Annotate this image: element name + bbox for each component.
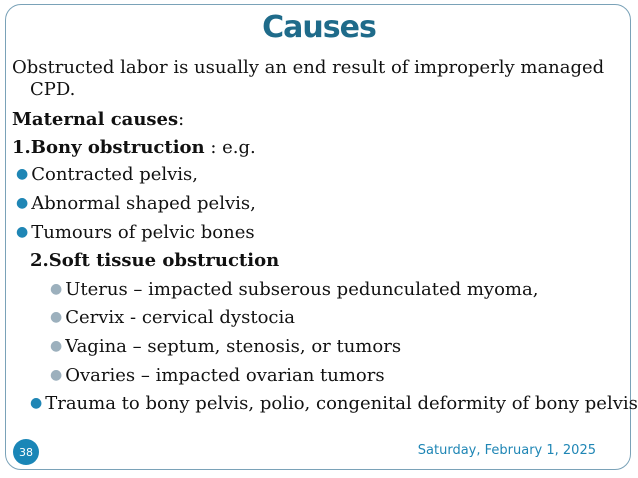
list-item-text: Uterus – impacted subserous pedunculated myoma,: [65, 278, 539, 300]
maternal-causes-label: Maternal causes: [12, 109, 179, 131]
bullet-icon: ●: [50, 280, 63, 297]
bullet-icon: ●: [16, 223, 29, 240]
list-item-text: Ovaries – impacted ovarian tumors: [65, 364, 385, 386]
bony-obstruction-label: 1.Bony obstruction: [12, 136, 205, 158]
list-item-text: Tumours of pelvic bones: [31, 221, 255, 243]
slide-body: [12, 57, 638, 422]
list-item-text: Vagina – septum, stenosis, or tumors: [65, 335, 402, 357]
soft-tissue-heading: 2.Soft tissue obstruction: [30, 250, 280, 272]
intro-line-1: Obstructed labor is usually an end result of improperly managed: [12, 57, 605, 78]
slide-date: Saturday, February 1, 2025: [417, 443, 596, 458]
bony-obstruction-suffix: : e.g.: [204, 136, 256, 158]
list-item-text: Contracted pelvis,: [31, 164, 199, 186]
list-item-text: Abnormal shaped pelvis,: [31, 192, 256, 214]
list-item: [12, 193, 632, 215]
bullet-icon: ●: [16, 166, 29, 183]
bullet-icon: ●: [30, 395, 43, 412]
list-item-text: Cervix - cervical dystocia: [65, 307, 295, 329]
list-item: [12, 222, 632, 244]
intro-paragraph: [12, 57, 632, 100]
list-item: [12, 164, 632, 186]
list-item: [12, 307, 632, 329]
maternal-causes-heading: [12, 109, 632, 131]
list-item: [12, 393, 638, 415]
bullet-icon: ●: [50, 309, 63, 326]
slide-number-badge: 38: [13, 439, 39, 465]
maternal-causes-colon: :: [178, 109, 185, 131]
bullet-icon: ●: [50, 337, 63, 354]
bony-obstruction-heading: [12, 137, 632, 159]
bullet-icon: ●: [16, 194, 29, 211]
intro-line-2: CPD.: [30, 78, 76, 100]
list-item: [12, 279, 632, 301]
bullet-icon: ●: [50, 366, 63, 383]
slide-title: Causes: [262, 10, 376, 45]
list-item-text: Trauma to bony pelvis, polio, congenital deformity of bony pelvis: [45, 393, 638, 415]
list-item: [12, 336, 632, 358]
list-item: [12, 365, 632, 387]
